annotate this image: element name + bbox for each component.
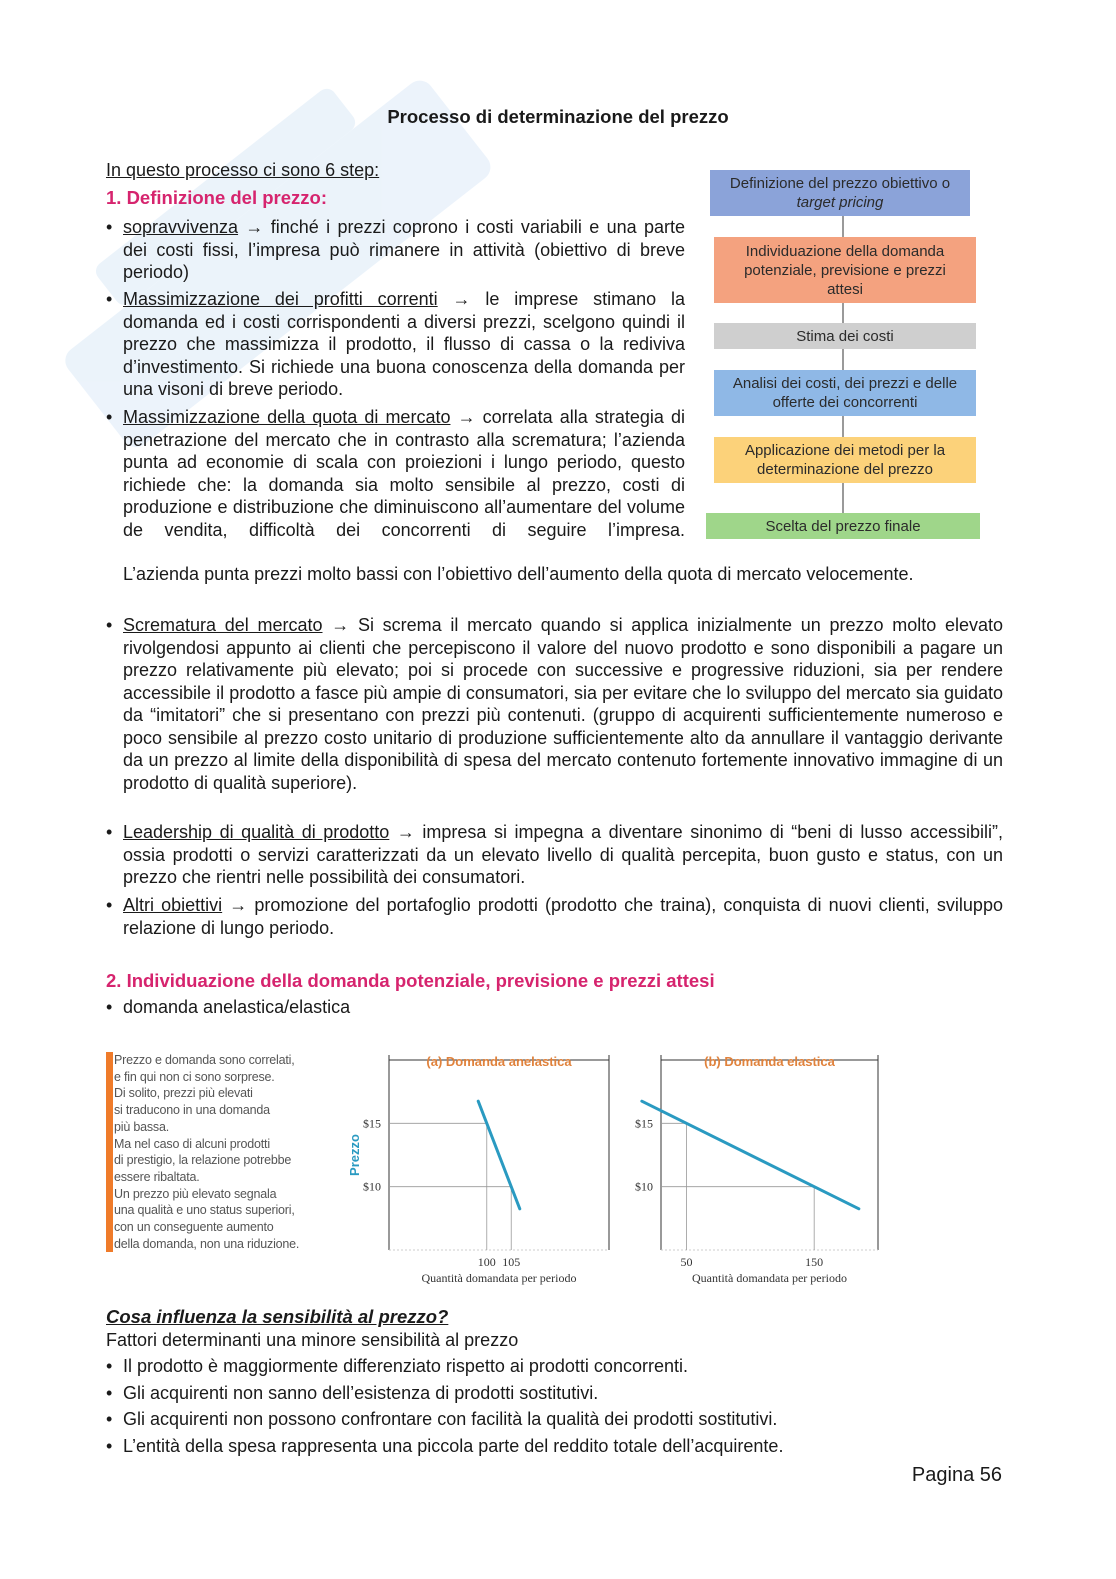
step-label: Applicazione dei metodi per la determinazione del prezzo bbox=[744, 442, 946, 478]
bullet-text: le imprese stimano la domanda ed i costi corrispondenti a diversi prezzi, scelgono quindi il prezzo che massimizza il prodotto, il flusso di cassa o la rediviva d’investimento. Si richiede una buona conoscenza della domanda per una visoni di breve periodo. bbox=[123, 289, 685, 399]
bullet-dot: • bbox=[106, 407, 113, 427]
bullet-text: Si screma il mercato quando si applica inizialmente un prezzo molto elevato rivolgendosi appunto ai clienti che percepiscono il valore del nuovo prodotto e sono disponibili a pagare un prezzo relativamente più elevato; poi si procede con successive e progressive riduzioni, sia per rendere accessibile il prodotto a fasce più ampie di consumatori, sia per evitare che lo sviluppo del mercato sia guidato da “imitatori” che si presentano con prezzi più contenuti. (gruppo di acquirenti sufficientemente numeroso e poco sensibile al prezzo costo unitario di produzione sufficientemente alto da annullare il vantaggio derivante da un prezzo al limite della disponibilità di spesa del mercato contenuto fortemente innovativo immagine di un prodotto di qualità superiore). bbox=[123, 615, 1003, 793]
step-label-italic: target pricing bbox=[796, 194, 884, 211]
arrow: → bbox=[457, 407, 476, 427]
bullet-dot: • bbox=[106, 1435, 113, 1456]
bullet-dot: • bbox=[106, 289, 113, 309]
page-title: Processo di determinazione del prezzo bbox=[387, 106, 729, 127]
intro-text: In questo processo ci sono 6 step: bbox=[106, 160, 380, 180]
list-item-text: Il prodotto è maggiormente differenziato rispetto ai prodotti concorrenti. bbox=[123, 1356, 688, 1376]
bullet-term: sopravvivenza bbox=[123, 217, 239, 237]
section-2-bullet: domanda anelastica/elastica bbox=[123, 997, 351, 1017]
bullet-altri-obiettivi bbox=[123, 894, 1003, 939]
step-label: Analisi dei costi, dei prezzi e delle offerte dei concorrenti bbox=[732, 375, 958, 411]
side-note-line: Prezzo e domanda sono correlati, bbox=[114, 1053, 295, 1067]
list-item-text: Gli acquirenti non sanno dell’esistenza di prodotti sostitutivi. bbox=[123, 1382, 599, 1403]
section-3-intro: Fattori determinanti una minore sensibilità al prezzo bbox=[106, 1330, 519, 1350]
section-2-heading: 2. Individuazione della domanda potenziale, previsione e prezzi attesi bbox=[106, 970, 715, 991]
chart-title: (a) Domanda anelastica bbox=[426, 1054, 572, 1069]
chart-x-tick-label: 150 bbox=[805, 1255, 824, 1269]
step-label: Individuazione della domanda potenziale, previsione e prezzi attesi bbox=[744, 242, 946, 298]
bullet-term: Altri obiettivi bbox=[123, 895, 223, 915]
arrow: → bbox=[452, 289, 471, 309]
bullet-text: impresa si impegna a diventare sinonimo di “beni di lusso accessibili”, ossia prodotti o servizi caratterizzati da un elevato livello di qualità percepita, buon gusto e status, con un prezzo che rientri nelle possibilità dei consumatori. bbox=[123, 822, 1003, 887]
chart-title: (b) Domanda elastica bbox=[704, 1054, 835, 1069]
side-note-line: Ma nel caso di alcuni prodotti bbox=[114, 1136, 270, 1151]
side-note-line: più bassa. bbox=[114, 1119, 169, 1134]
arrow: → bbox=[331, 615, 350, 635]
bullet-term: Massimizzazione dei profitti correnti bbox=[123, 289, 438, 309]
chart-x-axis-label: Quantità domandata per periodo bbox=[421, 1271, 577, 1285]
chart-y-tick-label: $10 bbox=[363, 1179, 381, 1194]
bullet-dot: • bbox=[106, 217, 113, 237]
side-note-line: della domanda, non una riduzione. bbox=[114, 1236, 300, 1251]
chart-x-axis-label: Quantità domandata per periodo bbox=[692, 1271, 847, 1285]
side-note-line: con un conseguente aumento bbox=[114, 1220, 274, 1235]
demand-charts bbox=[106, 1040, 896, 1300]
bullet-term: Massimizzazione della quota di mercato bbox=[123, 407, 451, 427]
arrow: → bbox=[396, 822, 415, 842]
bullet-sopravvivenza bbox=[123, 216, 685, 284]
chart-x-tick-label: 105 bbox=[502, 1255, 521, 1269]
pricing-process-diagram bbox=[700, 165, 990, 545]
step-label: Scelta del prezzo finale bbox=[765, 517, 921, 535]
bullet-text: promozione del portafoglio prodotti (prodotto che traina), conquista di nuovi clienti, sviluppo relazione di lungo periodo. bbox=[123, 895, 1003, 938]
step-domanda-potenziale bbox=[714, 237, 976, 303]
chart-y-tick-label: $15 bbox=[363, 1116, 381, 1131]
bullet-dot: • bbox=[106, 997, 113, 1017]
side-note-line: una qualità e uno status superiori, bbox=[114, 1203, 295, 1218]
bullet-text: correlata alla strategia di penetrazione del mercato che in contrasto alla scrematura; l’azienda punta ad economie di scala con proiezioni i lungo periodo, questo richiede che: la domanda sia molto sensibile al prezzo, costi di produzione e distribuzione che diminuiscono all’aumentare del volume de vendita, difficoltà dei concorrenti di seguire l’impresa. bbox=[123, 407, 685, 540]
list-item-text: L’entità della spesa rappresenta una piccola parte del reddito totale dell’acquirente. bbox=[123, 1435, 784, 1456]
bullet-dot: • bbox=[106, 1409, 113, 1429]
bullet-dot: • bbox=[106, 895, 113, 915]
step-target-pricing bbox=[710, 170, 970, 216]
bullet-dot: • bbox=[106, 822, 113, 842]
bullet-continuation: L’azienda punta prezzi molto bassi con l’obiettivo dell’aumento della quota di mercato velocemente. bbox=[123, 564, 914, 584]
demand-curve bbox=[642, 1101, 859, 1209]
bullet-profitti-correnti bbox=[123, 288, 685, 401]
bullet-leadership bbox=[123, 821, 1003, 889]
step-prezzo-finale bbox=[706, 513, 980, 539]
side-note-line: di prestigio, la relazione potrebbe bbox=[114, 1153, 292, 1168]
bullet-text: finché i prezzi coprono i costi variabili e una parte dei costi fissi, l’impresa può rimanere in attività (obiettivo di breve periodo) bbox=[123, 217, 685, 282]
bullet-dot: • bbox=[106, 1356, 113, 1376]
step-metodi-prezzo bbox=[714, 437, 976, 483]
bullet-scrematura bbox=[123, 614, 1003, 794]
step-stima-costi bbox=[714, 323, 976, 349]
step-label: Definizione del prezzo obiettivo o bbox=[729, 175, 951, 192]
bullet-term: Scrematura del mercato bbox=[123, 615, 323, 635]
side-note-line: si traducono in una domanda bbox=[114, 1103, 270, 1118]
list-item-text: Gli acquirenti non possono confrontare con facilità la qualità dei prodotti sostitutivi. bbox=[123, 1409, 778, 1429]
section-1-heading: 1. Definizione del prezzo: bbox=[106, 187, 327, 208]
side-note-line: essere ribaltata. bbox=[114, 1169, 200, 1184]
page-number: Pagina 56 bbox=[911, 1464, 1002, 1486]
side-note-line: e fin qui non ci sono sorprese. bbox=[114, 1069, 275, 1084]
chart-x-tick-label: 100 bbox=[477, 1255, 496, 1269]
bullet-dot: • bbox=[106, 615, 113, 635]
step-label: Stima dei costi bbox=[796, 327, 894, 345]
section-3-heading: Cosa influenza la sensibilità al prezzo? bbox=[106, 1306, 449, 1327]
bullet-quota-mercato bbox=[123, 406, 685, 541]
step-analisi-concorrenti bbox=[714, 370, 976, 416]
chart-y-tick-label: $10 bbox=[635, 1179, 653, 1194]
demand-curve bbox=[478, 1101, 520, 1209]
arrow: → bbox=[229, 895, 248, 915]
side-note-line: Di solito, prezzi più elevati bbox=[114, 1086, 253, 1101]
bullet-dot: • bbox=[106, 1382, 113, 1403]
bullet-term: Leadership di qualità di prodotto bbox=[123, 822, 390, 842]
arrow: → bbox=[245, 217, 264, 237]
demand-charts-svg bbox=[106, 1040, 896, 1300]
chart-y-tick-label: $15 bbox=[635, 1116, 653, 1131]
chart-y-axis-label: Prezzo bbox=[347, 1134, 362, 1176]
chart-x-tick-label: 50 bbox=[680, 1255, 693, 1269]
side-note-line: Un prezzo più elevato segnala bbox=[114, 1186, 277, 1201]
